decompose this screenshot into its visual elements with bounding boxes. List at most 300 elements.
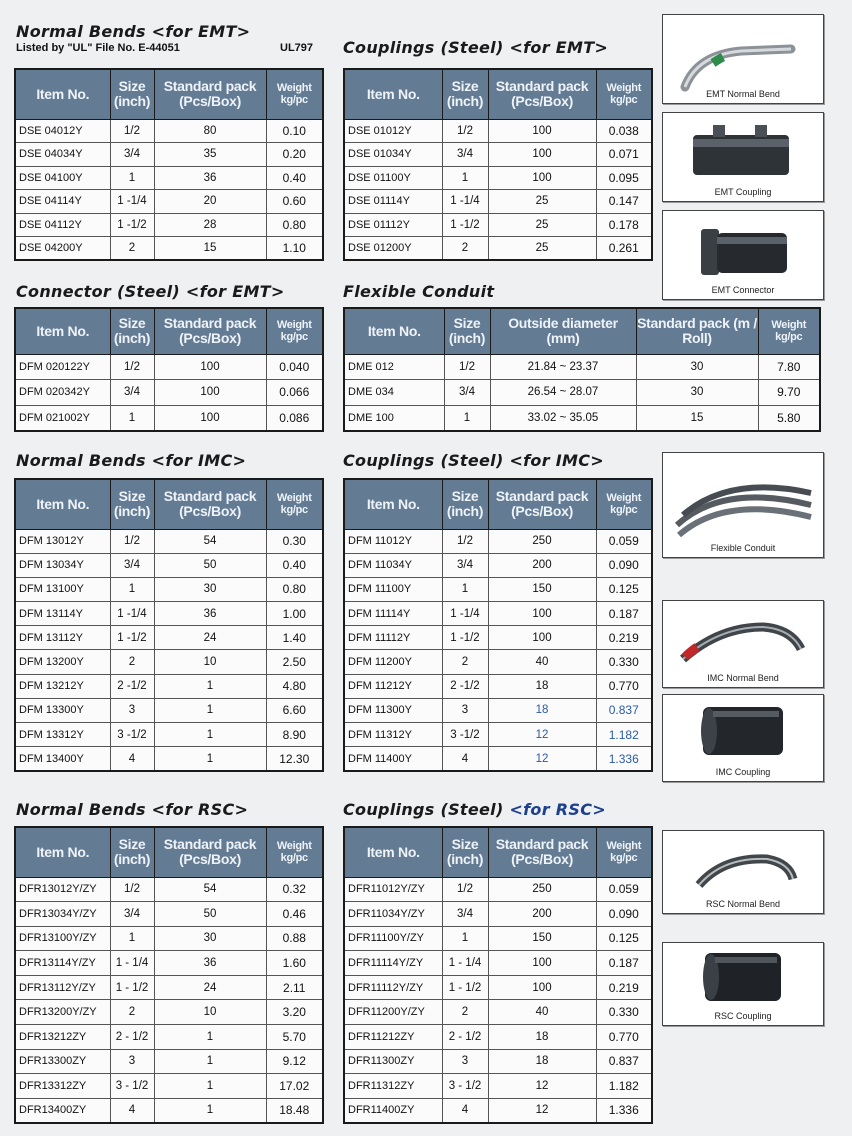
cell-pack: 15 [636,405,758,431]
cell-item: DSE 01200Y [344,237,442,261]
flexible-conduit-image [663,453,823,557]
cell-pack: 18 [488,674,596,698]
cell-size: 3/4 [442,143,488,167]
cell-weight: 0.086 [266,405,323,431]
cell-item: DFR13034Y/ZY [15,902,110,927]
cell-item: DFM 13012Y [15,529,110,553]
cell-pack: 24 [154,975,266,1000]
cell-size: 3/4 [110,902,154,927]
cell-size: 1 - 1/2 [442,975,488,1000]
cell-weight: 0.095 [596,166,652,190]
rsc-coupling-photo [662,942,824,1026]
cell-size: 1/2 [444,354,490,380]
rsc-bends-title: Normal Bends <for RSC> [16,800,249,819]
flexible-conduit-caption: Flexible Conduit [710,543,776,553]
cell-weight: 0.187 [596,951,652,976]
cell-size: 3/4 [110,553,154,577]
cell-item: DFM 13200Y [15,650,110,674]
cell-weight: 0.066 [266,380,323,406]
cell-item: DFR11114Y/ZY [344,951,442,976]
emt-couplings-table [343,68,653,261]
cell-size: 2 - 1/2 [110,1025,154,1050]
cell-item: DFR11300ZY [344,1049,442,1074]
imc-normal-bend-caption: IMC Normal Bend [707,673,779,683]
cell-size: 1 [442,926,488,951]
header-size: Size (inch) [444,308,490,354]
cell-weight: 0.219 [596,975,652,1000]
table-row [15,877,323,902]
cell-weight: 0.330 [596,650,652,674]
cell-weight: 18.48 [266,1098,323,1123]
imc-bends-table [14,478,324,772]
cell-weight: 1.00 [266,602,323,626]
imc-couplings-title: Couplings (Steel) <for IMC> [343,451,604,470]
cell-pack: 40 [488,1000,596,1025]
emt-normal-bend-photo [662,14,824,104]
table-row [344,166,652,190]
table-row [15,190,323,214]
cell-pack: 10 [154,1000,266,1025]
cell-item: DSE 04012Y [15,119,110,143]
table-row [344,747,652,771]
cell-pack: 100 [488,602,596,626]
cell-weight: 1.10 [266,237,323,261]
cell-item: DFM 11034Y [344,553,442,577]
header-weight: Weight kg/pc [266,69,323,119]
cell-weight: 12.30 [266,747,323,771]
table-row [344,902,652,927]
cell-size: 2 [442,650,488,674]
cell-weight: 5.80 [758,405,820,431]
cell-weight: 2.11 [266,975,323,1000]
cell-pack: 28 [154,213,266,237]
header-pack: Standard pack (Pcs/Box) [488,479,596,529]
table-row [15,626,323,650]
table-row [344,1049,652,1074]
header-size: Size (inch) [110,308,154,354]
cell-pack: 25 [488,190,596,214]
cell-item: DFR13100Y/ZY [15,926,110,951]
cell-weight: 9.70 [758,380,820,406]
table-row [344,698,652,722]
table-row [344,380,820,406]
cell-pack: 250 [488,877,596,902]
rsc-couplings-title [343,800,606,819]
header-size: Size (inch) [110,827,154,877]
imc-normal-bend-photo [662,600,824,688]
cell-weight: 2.50 [266,650,323,674]
emt-bends-table [14,68,324,261]
table-row [344,674,652,698]
cell-pack: 54 [154,529,266,553]
table-row [344,626,652,650]
header-weight: Weight kg/pc [266,479,323,529]
cell-item: DFM 11200Y [344,650,442,674]
table-row [15,951,323,976]
header-pack: Standard pack (m / Roll) [636,308,758,354]
cell-size: 1 - 1/4 [442,951,488,976]
cell-pack: 36 [154,602,266,626]
cell-weight: 0.40 [266,166,323,190]
cell-pack: 200 [488,553,596,577]
cell-size: 1/2 [110,119,154,143]
cell-weight: 0.219 [596,626,652,650]
cell-size: 1/2 [442,877,488,902]
cell-size: 1 -1/2 [442,626,488,650]
rsc-coupling-caption: RSC Coupling [714,1011,772,1021]
emt-connector-title: Connector (Steel) <for EMT> [16,282,285,301]
table-row [15,747,323,771]
cell-item: DFM 13300Y [15,698,110,722]
table-row [15,143,323,167]
cell-item: DFR13200Y/ZY [15,1000,110,1025]
cell-pack: 50 [154,902,266,927]
rsc-bends-table [14,826,324,1124]
cell-pack: 20 [154,190,266,214]
header-pack: Standard pack (Pcs/Box) [154,69,266,119]
cell-od: 21.84 ~ 23.37 [490,354,636,380]
cell-pack: 1 [154,1049,266,1074]
cell-weight: 0.837 [596,698,652,722]
cell-size: 1 [442,166,488,190]
header-item: Item No. [344,308,444,354]
header-pack: Standard pack (Pcs/Box) [488,827,596,877]
cell-size: 2 [110,1000,154,1025]
cell-pack: 1 [154,1074,266,1099]
cell-size: 1/2 [110,877,154,902]
cell-item: DME 012 [344,354,444,380]
emt-connector-table [14,307,324,432]
cell-item: DFR13300ZY [15,1049,110,1074]
cell-size: 1 -1/4 [110,602,154,626]
cell-item: DSE 01012Y [344,119,442,143]
cell-pack: 54 [154,877,266,902]
cell-pack: 30 [154,926,266,951]
cell-size: 1 - 1/2 [110,975,154,1000]
cell-size: 4 [442,1098,488,1123]
cell-pack: 150 [488,926,596,951]
table-row [344,577,652,601]
table-row [15,529,323,553]
cell-size: 3 [442,1049,488,1074]
cell-weight: 0.32 [266,877,323,902]
header-weight: Weight kg/pc [596,827,652,877]
cell-item: DFM 13034Y [15,553,110,577]
cell-weight: 4.80 [266,674,323,698]
table-row [344,951,652,976]
rsc-normal-bend-caption: RSC Normal Bend [705,899,781,909]
cell-weight: 0.038 [596,119,652,143]
table-row [15,650,323,674]
cell-item: DFM 020122Y [15,354,110,380]
emt-bends-title: Normal Bends <for EMT> [16,22,251,41]
cell-pack: 1 [154,1025,266,1050]
cell-size: 3/4 [444,380,490,406]
table-row [15,1074,323,1099]
cell-pack: 12 [488,1098,596,1123]
cell-size: 1 -1/2 [442,213,488,237]
cell-size: 1/2 [110,529,154,553]
cell-pack: 100 [154,354,266,380]
cell-weight: 0.30 [266,529,323,553]
cell-item: DFM 11112Y [344,626,442,650]
cell-pack: 30 [636,380,758,406]
flexible-conduit-photo [662,452,824,558]
cell-weight: 1.40 [266,626,323,650]
cell-pack: 1 [154,723,266,747]
table-row [15,119,323,143]
cell-od: 26.54 ~ 28.07 [490,380,636,406]
cell-item: DFM 021002Y [15,405,110,431]
cell-item: DSE 01114Y [344,190,442,214]
rsc-couplings-title-tag: <for RSC> [509,800,606,819]
cell-item: DFR11212ZY [344,1025,442,1050]
table-row [344,553,652,577]
header-size: Size (inch) [442,827,488,877]
rsc-couplings-title-main: Couplings (Steel) [343,800,510,819]
table-row [15,1025,323,1050]
cell-weight: 0.46 [266,902,323,927]
header-weight: Weight kg/pc [758,308,820,354]
table-row [15,1098,323,1123]
cell-item: DFM 13100Y [15,577,110,601]
table-row [344,119,652,143]
header-pack: Standard pack (Pcs/Box) [154,827,266,877]
cell-size: 2 [442,1000,488,1025]
cell-size: 1 [110,926,154,951]
cell-od: 33.02 ~ 35.05 [490,405,636,431]
cell-item: DFM 11400Y [344,747,442,771]
cell-weight: 1.336 [596,1098,652,1123]
header-pack: Standard pack (Pcs/Box) [488,69,596,119]
cell-pack: 1 [154,674,266,698]
cell-weight: 0.125 [596,577,652,601]
cell-weight: 5.70 [266,1025,323,1050]
cell-weight: 0.60 [266,190,323,214]
cell-item: DFR13114Y/ZY [15,951,110,976]
cell-weight: 8.90 [266,723,323,747]
cell-pack: 100 [488,143,596,167]
cell-size: 3/4 [110,380,154,406]
cell-pack: 100 [488,626,596,650]
cell-weight: 0.80 [266,213,323,237]
cell-size: 3 [442,698,488,722]
cell-size: 2 -1/2 [110,674,154,698]
table-row [344,190,652,214]
cell-pack: 40 [488,650,596,674]
cell-weight: 0.178 [596,213,652,237]
cell-size: 3/4 [110,143,154,167]
cell-pack: 12 [488,1074,596,1099]
cell-item: DFM 11012Y [344,529,442,553]
table-row [15,237,323,261]
cell-pack: 100 [488,119,596,143]
cell-size: 1 [110,577,154,601]
cell-pack: 1 [154,1098,266,1123]
cell-item: DSE 04034Y [15,143,110,167]
table-row [15,553,323,577]
cell-item: DME 100 [344,405,444,431]
cell-weight: 0.88 [266,926,323,951]
cell-size: 3 [110,698,154,722]
cell-item: DSE 04100Y [15,166,110,190]
cell-size: 1 [110,166,154,190]
cell-pack: 15 [154,237,266,261]
table-row [344,975,652,1000]
cell-weight: 0.187 [596,602,652,626]
cell-size: 2 [442,237,488,261]
cell-size: 3/4 [442,553,488,577]
cell-size: 1 -1/4 [110,190,154,214]
emt-normal-bend-caption: EMT Normal Bend [706,89,780,99]
table-row [15,577,323,601]
cell-pack: 100 [154,380,266,406]
cell-size: 1/2 [110,354,154,380]
table-row [15,926,323,951]
cell-pack: 100 [154,405,266,431]
cell-weight: 1.182 [596,1074,652,1099]
table-row [344,143,652,167]
header-od: Outside diameter (mm) [490,308,636,354]
cell-size: 2 [110,650,154,674]
table-row [15,698,323,722]
cell-weight: 0.059 [596,877,652,902]
header-item: Item No. [15,69,110,119]
cell-pack: 25 [488,237,596,261]
table-row [15,975,323,1000]
cell-weight: 0.80 [266,577,323,601]
emt-connector-photo [662,210,824,300]
cell-size: 4 [110,747,154,771]
ul-listing-text: Listed by "UL" File No. E-44051 [16,42,180,54]
header-weight: Weight kg/pc [266,308,323,354]
cell-item: DFR13012Y/ZY [15,877,110,902]
cell-pack: 250 [488,529,596,553]
cell-item: DFM 11212Y [344,674,442,698]
table-row [344,1000,652,1025]
header-weight: Weight kg/pc [596,479,652,529]
cell-size: 3/4 [442,902,488,927]
table-row [344,650,652,674]
table-row [344,602,652,626]
cell-size: 1 - 1/4 [110,951,154,976]
cell-size: 2 -1/2 [442,674,488,698]
cell-size: 3 -1/2 [110,723,154,747]
header-weight: Weight kg/pc [596,69,652,119]
cell-weight: 1.182 [596,723,652,747]
cell-pack: 100 [488,951,596,976]
cell-item: DFM 13212Y [15,674,110,698]
cell-weight: 9.12 [266,1049,323,1074]
header-pack: Standard pack (Pcs/Box) [154,479,266,529]
table-row [15,380,323,406]
table-row [15,354,323,380]
cell-pack: 24 [154,626,266,650]
table-row [344,237,652,261]
header-size: Size (inch) [442,69,488,119]
cell-size: 3 -1/2 [442,723,488,747]
table-row [15,405,323,431]
emt-coupling-photo [662,112,824,202]
cell-size: 1 -1/2 [110,626,154,650]
cell-weight: 1.336 [596,747,652,771]
cell-pack: 100 [488,975,596,1000]
cell-weight: 7.80 [758,354,820,380]
cell-size: 1 [442,577,488,601]
cell-size: 1 [444,405,490,431]
cell-pack: 18 [488,1025,596,1050]
cell-size: 1/2 [442,529,488,553]
cell-pack: 1 [154,747,266,771]
cell-weight: 17.02 [266,1074,323,1099]
cell-pack: 30 [154,577,266,601]
table-row [344,529,652,553]
header-pack: Standard pack (Pcs/Box) [154,308,266,354]
flexible-conduit-table [343,307,821,432]
cell-item: DFR11100Y/ZY [344,926,442,951]
header-item: Item No. [15,479,110,529]
table-row [344,877,652,902]
table-row [344,213,652,237]
cell-weight: 0.20 [266,143,323,167]
cell-item: DFM 13312Y [15,723,110,747]
rsc-couplings-table [343,826,653,1124]
cell-item: DFM 13114Y [15,602,110,626]
cell-size: 3 - 1/2 [110,1074,154,1099]
cell-pack: 36 [154,951,266,976]
table-row [344,354,820,380]
cell-size: 2 - 1/2 [442,1025,488,1050]
cell-weight: 0.071 [596,143,652,167]
cell-weight: 6.60 [266,698,323,722]
cell-weight: 0.147 [596,190,652,214]
cell-weight: 3.20 [266,1000,323,1025]
cell-weight: 0.770 [596,674,652,698]
header-item: Item No. [15,308,110,354]
cell-weight: 0.090 [596,553,652,577]
cell-item: DFM 11114Y [344,602,442,626]
cell-item: DME 034 [344,380,444,406]
table-row [15,166,323,190]
cell-weight: 0.125 [596,926,652,951]
cell-weight: 0.40 [266,553,323,577]
imc-bends-title: Normal Bends <for IMC> [16,451,247,470]
cell-item: DFM 11312Y [344,723,442,747]
imc-couplings-table [343,478,653,772]
header-size: Size (inch) [110,479,154,529]
cell-weight: 0.10 [266,119,323,143]
cell-item: DFM 11100Y [344,577,442,601]
header-item: Item No. [344,479,442,529]
cell-item: DFR13400ZY [15,1098,110,1123]
header-item: Item No. [344,69,442,119]
cell-weight: 0.330 [596,1000,652,1025]
cell-item: DFR11034Y/ZY [344,902,442,927]
cell-item: DSE 04112Y [15,213,110,237]
header-size: Size (inch) [442,479,488,529]
header-size: Size (inch) [110,69,154,119]
table-row [344,1025,652,1050]
cell-pack: 36 [154,166,266,190]
cell-item: DFR11400ZY [344,1098,442,1123]
emt-connector-caption: EMT Connector [711,285,775,295]
imc-coupling-photo [662,694,824,782]
cell-item: DSE 01100Y [344,166,442,190]
cell-size: 1 -1/2 [110,213,154,237]
cell-item: DSE 04114Y [15,190,110,214]
cell-item: DFR13112Y/ZY [15,975,110,1000]
cell-item: DFR11112Y/ZY [344,975,442,1000]
